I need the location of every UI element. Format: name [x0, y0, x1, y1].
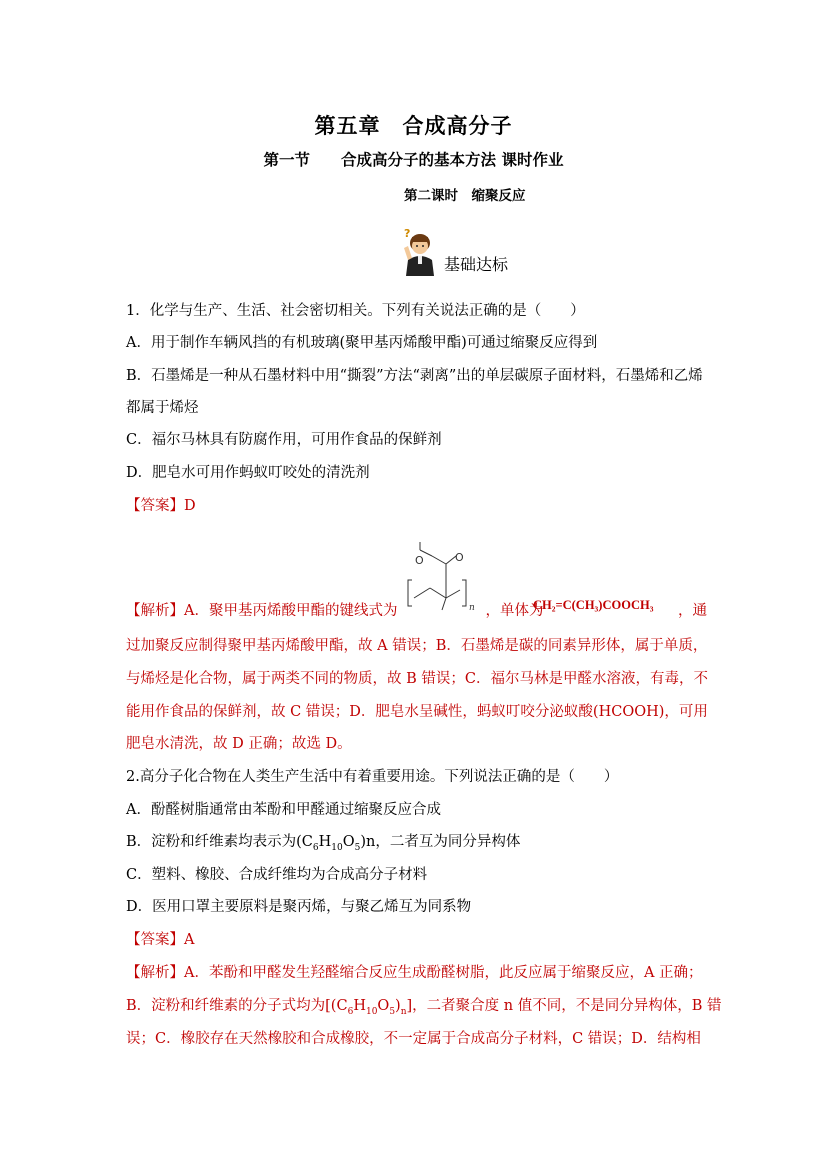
q1-stem: 1．化学与生产、生活、社会密切相关。下列有关说法正确的是（ ）	[126, 303, 585, 319]
student-thinking-icon	[398, 226, 442, 276]
analysis-text-b: ，单体为	[485, 603, 544, 619]
monomer-formula: CH₂=C(CH₃)COOCH₃	[533, 598, 654, 612]
q2-analysis-line2	[126, 996, 722, 1022]
q2-option-b-text: B．淀粉和纤维素均表示为(C	[126, 834, 313, 850]
repeat-mark: n	[469, 603, 475, 613]
answer-value: A	[184, 932, 195, 948]
basic-badge	[398, 226, 509, 276]
subscript: 6	[312, 842, 319, 853]
q2-analysis-text-end: ]，二者聚合度 n 值不同，不是同分异构体，B 错	[406, 998, 722, 1014]
q1-option-b-cont: 都属于烯烃	[126, 400, 199, 416]
q1-analysis-line4: 能用作食品的保鲜剂，故 C 错误；D．肥皂水呈碱性，蚂蚁叮咬分泌蚁酸(HCOOH)，可用	[126, 704, 708, 720]
analysis-text-c: ，通	[678, 603, 707, 619]
answer-label: 【答案】	[126, 498, 184, 514]
q2-option-d: D．医用口罩主要原料是聚丙烯，与聚乙烯互为同系物	[126, 899, 472, 915]
q2-stem: 2.高分子化合物在人类生产生活中有着重要用途。下列说法正确的是（ ）	[126, 769, 619, 785]
subscript: 6	[347, 1006, 354, 1017]
svg-text:O: O	[455, 551, 464, 564]
subscript: 10	[331, 842, 343, 853]
svg-text:O: O	[415, 554, 424, 567]
badge-label: 基础达标	[444, 255, 509, 274]
q1-analysis-line1	[126, 601, 543, 621]
q2-answer	[126, 930, 194, 950]
q2-option-b	[126, 832, 520, 858]
element-h: H	[318, 834, 332, 850]
q1-option-b: B．石墨烯是一种从石墨材料中用“撕裂”方法“剥离”出的单层碳原子面材料，石墨烯和乙烯	[126, 368, 703, 384]
q2-option-b-text-end: )n，二者互为同分异构体	[360, 834, 521, 850]
q1-analysis-line2: 过加聚反应制得聚甲基丙烯酸甲酯，故 A 错误；B．石墨烯是碳的同素异形体，属于单质，	[126, 638, 708, 654]
q1-option-d: D．肥皂水可用作蚂蚁叮咬处的清洗剂	[126, 465, 370, 481]
q2-analysis-line3: 误；C．橡胶存在天然橡胶和合成橡胶，不一定属于合成高分子材料，C 错误；D．结构相	[126, 1031, 701, 1047]
paren-close: )	[395, 998, 401, 1014]
q1-analysis-line5: 肥皂水清洗，故 D 正确；故选 D。	[126, 736, 352, 752]
lesson-title: 第二课时 缩聚反应	[404, 188, 526, 204]
subscript: 10	[365, 1006, 378, 1017]
chapter-title: 第五章 合成高分子	[314, 113, 513, 138]
q1-analysis-line3: 与烯烃是化合物，属于两类不同的物质，故 B 错误；C．福尔马林是甲醛水溶液，有毒，不	[126, 671, 708, 687]
q2-analysis-text: B．淀粉和纤维素的分子式均为[(C	[126, 998, 348, 1014]
subscript-n: n	[400, 1006, 407, 1017]
element-o: O	[342, 834, 355, 850]
subscript: 5	[354, 842, 361, 853]
answer-value: D	[184, 498, 196, 514]
element-o: O	[377, 998, 390, 1014]
subscript: 5	[389, 1006, 396, 1017]
q1-option-c: C．福尔马林具有防腐作用，可用作食品的保鲜剂	[126, 432, 442, 448]
q2-option-c: C．塑料、橡胶、合成纤维均为合成高分子材料	[126, 867, 428, 883]
analysis-text-a: 【解析】A．聚甲基丙烯酸甲酯的键线式为	[126, 603, 398, 619]
q1-option-a: A．用于制作车辆风挡的有机玻璃(聚甲基丙烯酸甲酯)可通过缩聚反应得到	[126, 335, 598, 351]
answer-label: 【答案】	[126, 932, 184, 948]
q1-answer	[126, 496, 196, 516]
element-h: H	[353, 998, 366, 1014]
q2-option-a: A．酚醛树脂通常由苯酚和甲醛通过缩聚反应合成	[126, 802, 441, 818]
svg-text:?: ?	[404, 227, 411, 240]
section-title: 第一节 合成高分子的基本方法 课时作业	[263, 150, 564, 169]
q2-analysis-line1: 【解析】A．苯酚和甲醛发生羟醛缩合反应生成酚醛树脂，此反应属于缩聚反应，A 正确；	[126, 965, 703, 981]
